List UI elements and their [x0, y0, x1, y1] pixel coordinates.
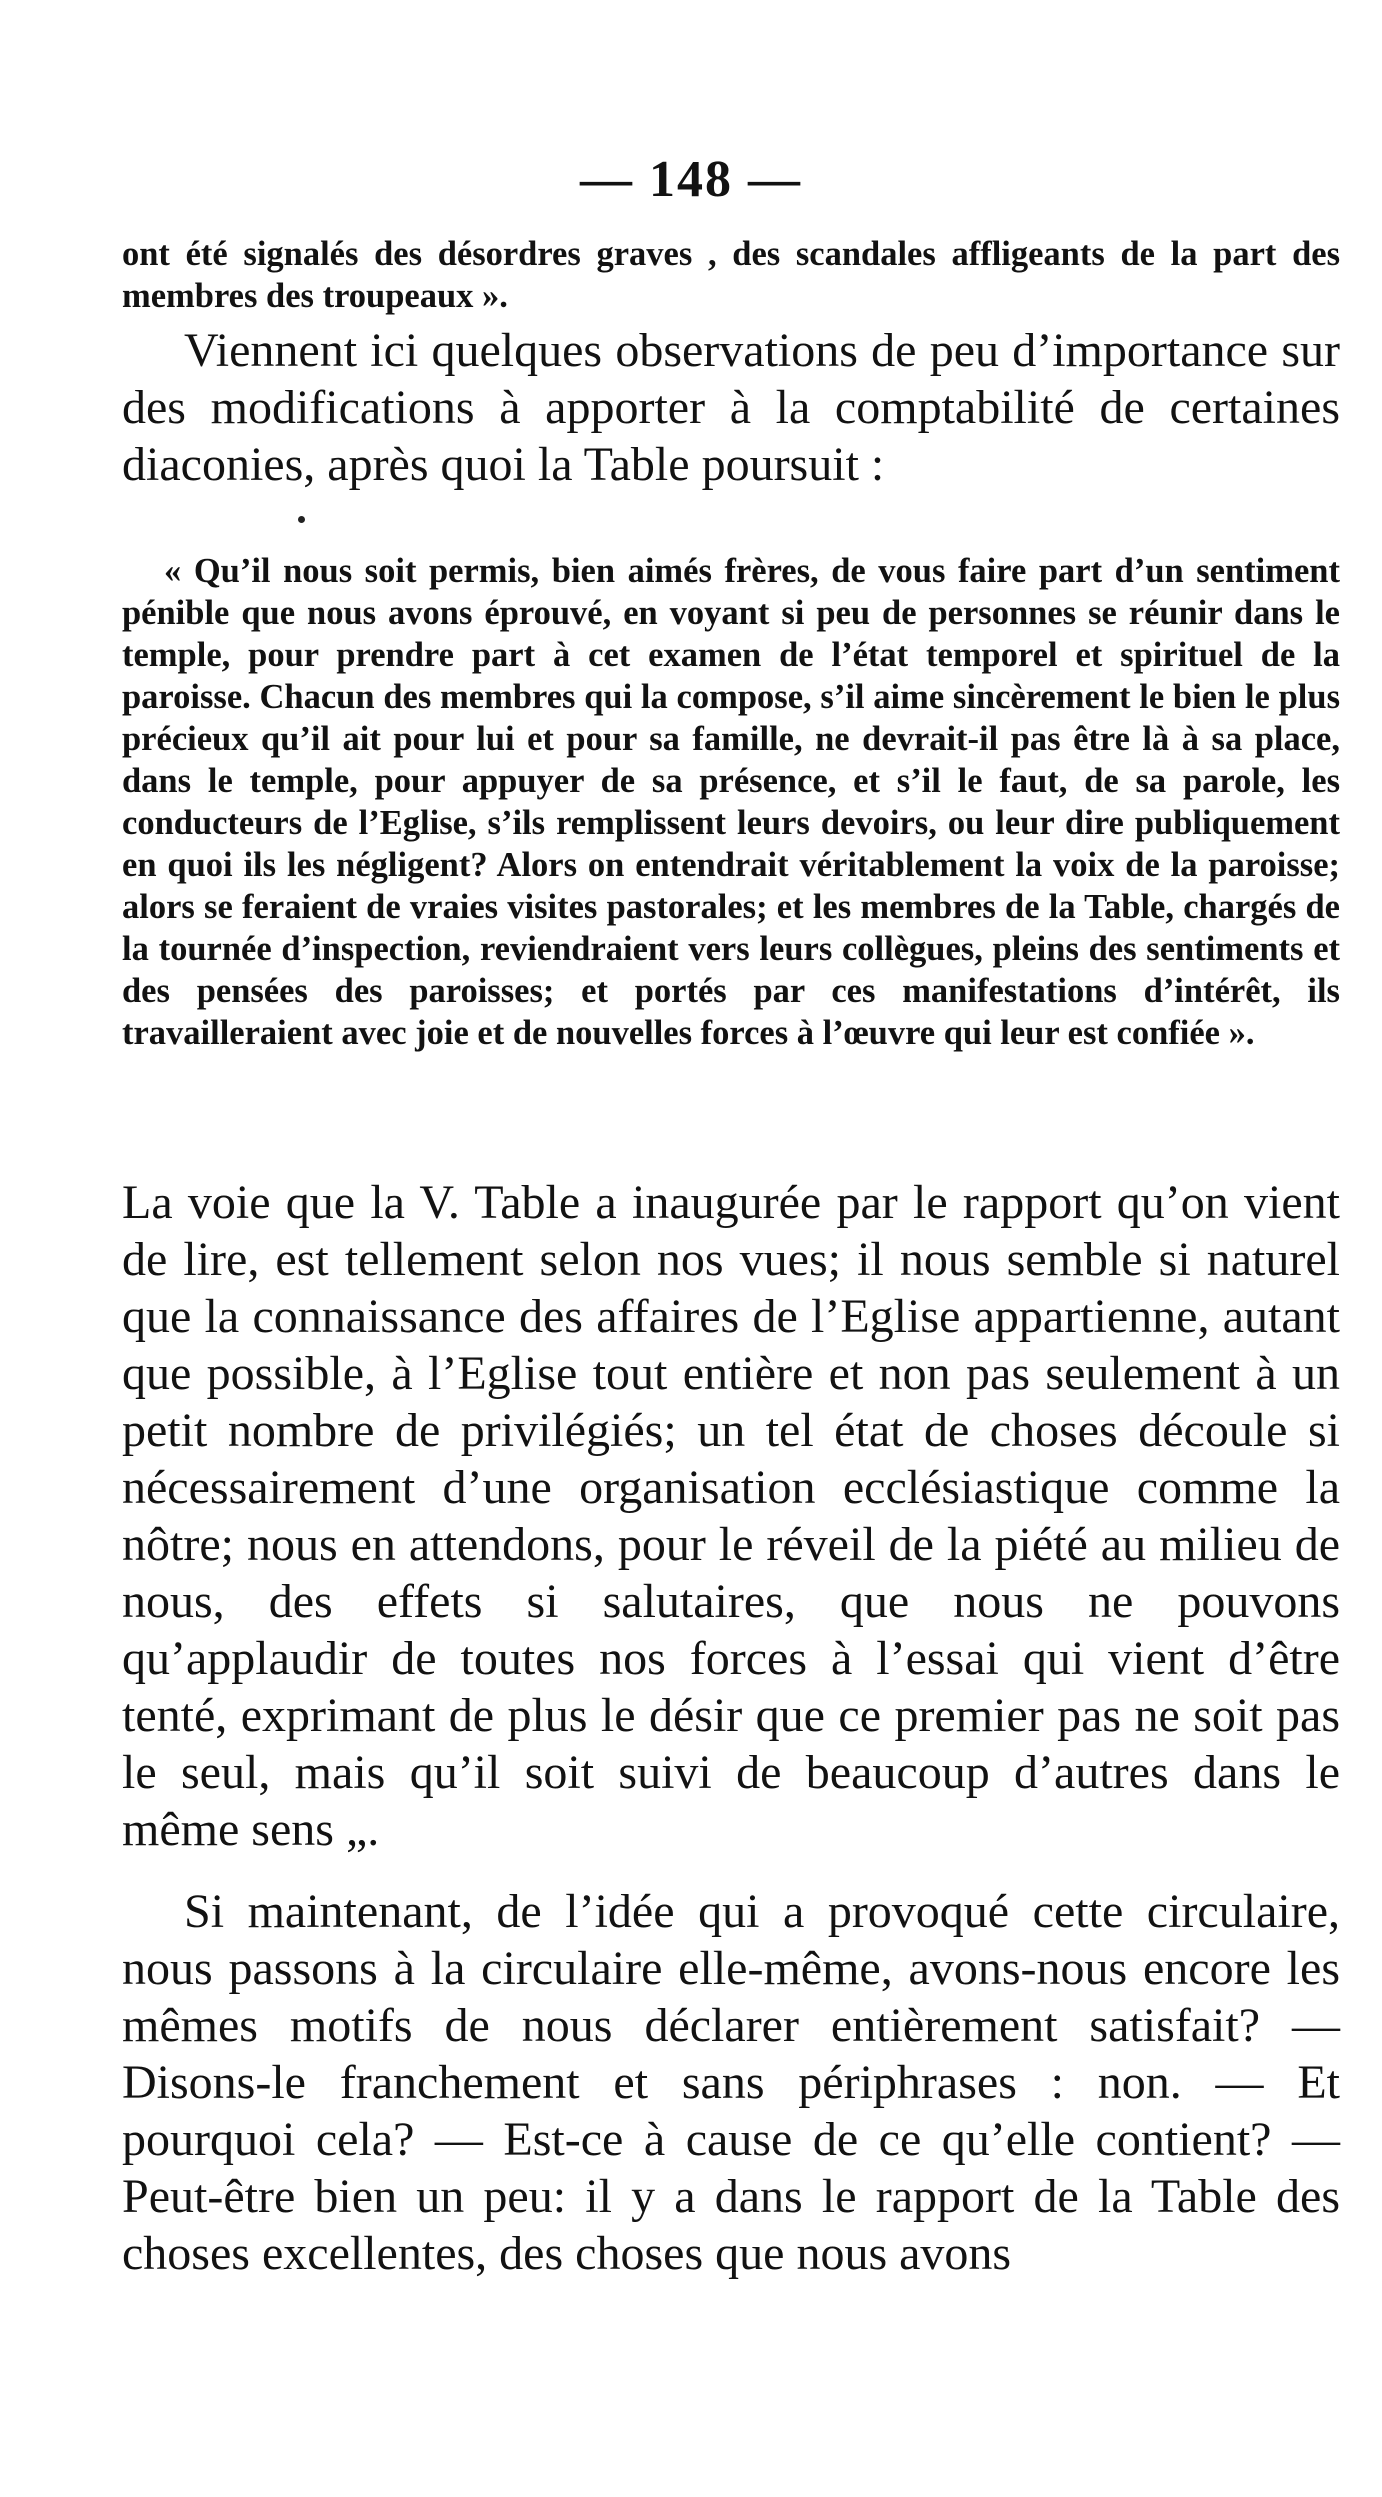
continued-quote-ending: ont été signalés des désordres graves , des scandales affligeants de la part des membres des troupeaux ». [122, 235, 1340, 315]
paragraph-circular: Si maintenant, de l’idée qui a provoqué cette circulaire, nous passons à la circulaire elle-même, avons-nous encore les mêmes motifs de nous déclarer entièrement satisfait? — Disons-le franchement et sans périphrases : non. — Et pourquoi cela? — Est-ce à cause de ce qu’elle contient? — Peut-être bien un peu: il y a dans le rapport de la Table des choses excellentes, des choses que nous avons [122, 1885, 1340, 2280]
print-speck [298, 516, 305, 523]
quoted-table-passage: « Qu’il nous soit permis, bien aimés frères, de vous faire part d’un sentiment pénible que nous avons éprouvé, en voyant si peu de personnes se réunir dans le temple, pour prendre part à cet examen de l’état temporel et spirituel de la paroisse. Chacun des membres qui la compose, s’il aime sincèrement le bien le plus précieux qu’il ait pour lui et pour sa famille, ne devrait-il pas être là à sa place, dans le temple, pour appuyer de sa présence, et s’il le faut, de sa parole, les conducteurs de l’Eglise, s’ils remplissent leurs devoirs, ou leur dire publiquement en quoi ils les négligent? Alors on entendrait véritablement la voix de la paroisse; alors se feraient de vraies visites pastorales; et les membres de la Table, chargés de la tournée d’inspection, reviendraient vers leurs collègues, pleins des sentiments et des pensées des paroisses; et portés par ces manifestations d’intérêt, ils travailleraient avec joie et de nouvelles forces à l’œuvre qui leur est confiée ». [122, 552, 1340, 1052]
paragraph-table-voice: La voie que la V. Table a inaugurée par le rapport qu’on vient de lire, est tellement selon nos vues; il nous semble si naturel que la connaissance des affaires de l’Eglise appartienne, autant que possible, à l’Eglise tout entière et non pas seulement à un petit nombre de privilégiés; un tel état de choses découle si nécessairement d’une organisation ecclésiastique comme la nôtre; nous en attendons, pour le réveil de la piété au milieu de nous, des effets si salutaires, que nous ne pouvons qu’applaudir de toutes nos forces à l’essai qui vient d’être tenté, exprimant de plus le désir que ce premier pas ne soit pas le seul, mais qu’il soit suivi de beaucoup d’autres dans le même sens „. [122, 1176, 1340, 1856]
paragraph-observations: Viennent ici quelques observations de peu d’importance sur des modifications à apporter à la comptabilité de certaines diaconies, après quoi la Table poursuit : [122, 324, 1340, 491]
page-number: — 148 — [580, 151, 802, 208]
